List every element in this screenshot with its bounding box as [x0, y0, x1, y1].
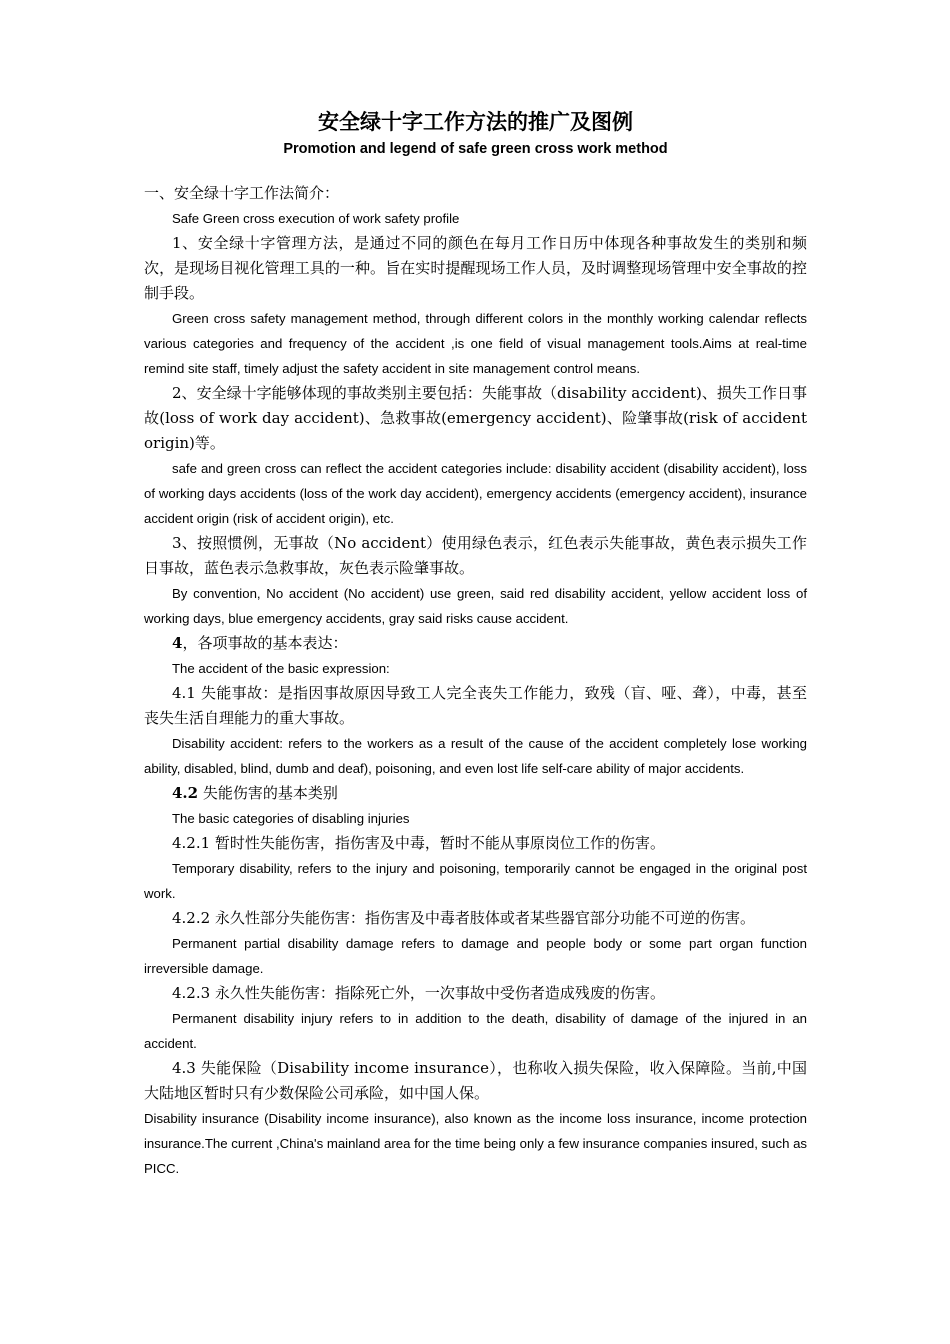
paragraph-cn: 2、安全绿十字能够体现的事故类别主要包括：失能事故（disability accident)、损失工作日事故(loss of work day accident)、急救事故(emergency accident)、险肇事故(risk of accident origin)等。: [144, 384, 807, 452]
paragraph-text: 失能伤害的基本类别: [198, 784, 338, 802]
paragraph-cn: 4.2.3 永久性失能伤害：指除死亡外，一次事故中受伤者造成残废的伤害。: [172, 984, 665, 1002]
paragraph-en: By convention, No accident (No accident) use green, said red disability accident, yellow accident loss of working days, blue emergency accidents, gray said risks cause accident.: [144, 586, 807, 626]
paragraph-cn: [144, 781, 807, 806]
paragraph-en: Temporary disability, refers to the injury and poisoning, temporarily cannot be engaged in the original post work.: [144, 861, 807, 901]
paragraph-en: Green cross safety management method, through different colors in the monthly working calendar reflects various categories and frequency of the accident ,is one field of visual management tools.Aims at real-time remind site staff, timely adjust the safety accident in site management control means.: [144, 311, 807, 376]
paragraph-en: The accident of the basic expression:: [172, 661, 390, 676]
paragraph-en: Disability accident: refers to the workers as a result of the cause of the accident completely lose working ability, disabled, blind, dumb and deaf), poisoning, and even lost life self-care ability of major accidents.: [144, 736, 807, 776]
paragraph-cn: 4.2.2 永久性部分失能伤害：指伤害及中毒者肢体或者某些器官部分功能不可逆的伤害。: [172, 909, 755, 927]
paragraph-number: 4.2: [172, 784, 199, 802]
paragraph-cn: 4.2.1 暂时性失能伤害，指伤害及中毒，暂时不能从事原岗位工作的伤害。: [172, 834, 665, 852]
document-body: [144, 108, 807, 1181]
paragraph-text: ，各项事故的基本表达：: [182, 634, 348, 652]
paragraph-cn: 4.1 失能事故：是指因事故原因导致工人完全丧失工作能力，致残（盲、哑、聋），中毒，甚至丧失生活自理能力的重大事故。: [144, 684, 807, 727]
paragraph-en: Safe Green cross execution of work safety profile: [172, 211, 460, 226]
paragraph-cn: 4.3 失能保险（Disability income insurance），也称收入损失保险，收入保障险。当前,中国大陆地区暂时只有少数保险公司承险，如中国人保。: [144, 1059, 807, 1102]
paragraph-en: Disability insurance (Disability income insurance), also known as the income loss insurance, income protection insurance.The current ,China's mainland area for the time being only a few insurance companies insured, such as PICC.: [144, 1111, 807, 1176]
paragraph-en: The basic categories of disabling injuries: [172, 811, 410, 826]
paragraph-number: 4: [172, 634, 183, 652]
paragraph-en: safe and green cross can reflect the accident categories include: disability accident (disability accident), loss of working days accidents (loss of the work day accident), emergency accidents (emergency accident), insurance accident origin (risk of accident origin), etc.: [144, 461, 807, 526]
paragraph-cn: 一、安全绿十字工作法简介：: [144, 184, 340, 202]
paragraph-cn: 1、安全绿十字管理方法，是通过不同的颜色在每月工作日历中体现各种事故发生的类别和频次，是现场目视化管理工具的一种。旨在实时提醒现场工作人员，及时调整现场管理中安全事故的控制手段。: [144, 234, 807, 302]
paragraph-cn: [144, 631, 807, 656]
document-sections: [144, 181, 807, 1181]
paragraph-cn: 3、按照惯例，无事故（No accident）使用绿色表示，红色表示失能事故，黄色表示损失工作日事故，蓝色表示急救事故，灰色表示险肇事故。: [144, 534, 807, 577]
paragraph-en: Permanent disability injury refers to in addition to the death, disability of damage of the injured in an accident.: [144, 1011, 807, 1051]
document-title-cn: 安全绿十字工作方法的推广及图例: [318, 109, 633, 134]
paragraph-en: Permanent partial disability damage refers to damage and people body or some part organ function irreversible damage.: [144, 936, 807, 976]
document-title-en: Promotion and legend of safe green cross work method: [283, 141, 668, 157]
